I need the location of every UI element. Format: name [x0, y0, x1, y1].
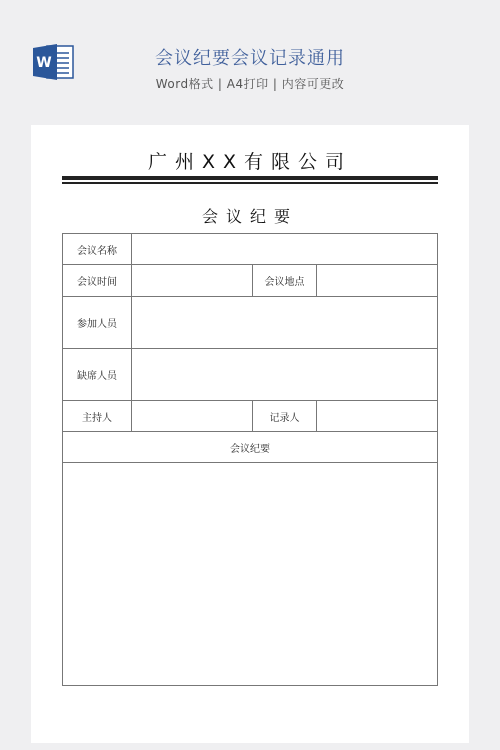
- meeting-name-field[interactable]: [131, 233, 438, 264]
- meeting-place-field[interactable]: [316, 264, 438, 296]
- host-label: 主持人: [62, 400, 131, 431]
- absentees-label: 缺席人员: [62, 348, 131, 400]
- header-rule-thick: [62, 176, 438, 180]
- word-icon-letter: W: [36, 55, 52, 71]
- meeting-time-label: 会议时间: [62, 264, 131, 296]
- page-title: 会议纪要会议记录通用: [155, 48, 345, 69]
- document-page: [31, 125, 469, 743]
- attendees-field[interactable]: [131, 296, 438, 348]
- attendees-label: 参加人员: [62, 296, 131, 348]
- company-name: 广州XX有限公司: [147, 151, 353, 173]
- header-rule-thin: [62, 182, 438, 184]
- absentees-field[interactable]: [131, 348, 438, 400]
- recorder-label: 记录人: [252, 400, 316, 431]
- document-title: 会议纪要: [201, 207, 298, 226]
- page-subtitle: Word格式 | A4打印 | 内容可更改: [155, 77, 345, 91]
- minutes-content-field[interactable]: [62, 462, 438, 686]
- meeting-name-label: 会议名称: [62, 233, 131, 264]
- minutes-header: 会议纪要: [62, 431, 438, 462]
- recorder-field[interactable]: [316, 400, 438, 431]
- host-field[interactable]: [131, 400, 252, 431]
- header: [0, 0, 500, 110]
- meeting-place-label: 会议地点: [252, 264, 316, 296]
- meeting-time-field[interactable]: [131, 264, 252, 296]
